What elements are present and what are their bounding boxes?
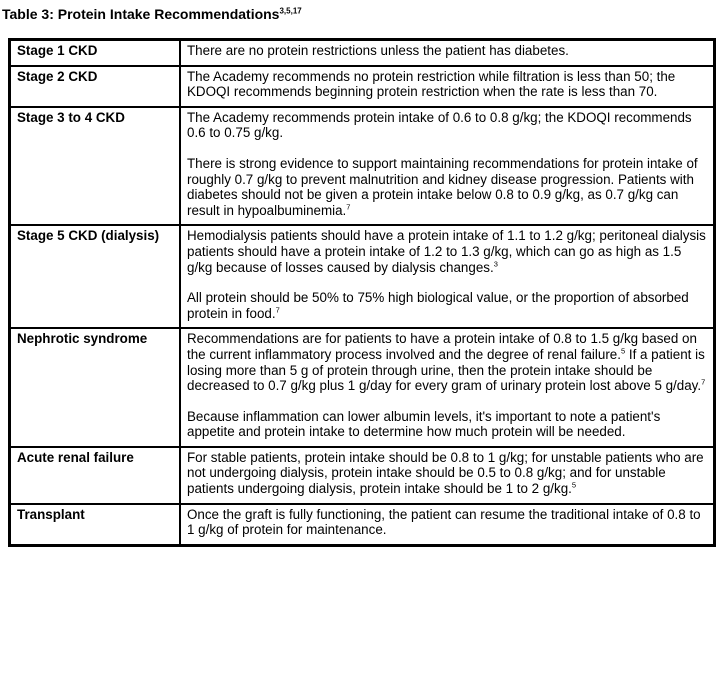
reference-number: 7 bbox=[275, 305, 280, 315]
recommendation-paragraph bbox=[187, 156, 707, 218]
table-title-text: Table 3: Protein Intake Recommendations bbox=[2, 6, 280, 22]
recommendation-text: The Academy recommends protein intake of 0.6 to 0.8 g/kg; the KDOQI recommends 0.6 to 0.75 g/kg. bbox=[187, 109, 692, 141]
recommendation-paragraph bbox=[187, 69, 707, 100]
recommendation-cell bbox=[180, 504, 714, 545]
recommendation-text: The Academy recommends no protein restriction while filtration is less than 50; the KDOQI recommends beginning protein restriction when the rate is less than 70. bbox=[187, 68, 676, 100]
protein-recommendations-table bbox=[8, 38, 716, 547]
recommendation-cell bbox=[180, 225, 714, 328]
table-title-refs: 3,5,17 bbox=[279, 6, 302, 16]
recommendation-text: There are no protein restrictions unless the patient has diabetes. bbox=[187, 43, 569, 58]
reference-number: 7 bbox=[701, 377, 706, 387]
stage-cell: Stage 2 CKD bbox=[10, 66, 180, 107]
table-title bbox=[2, 6, 302, 22]
stage-cell: Nephrotic syndrome bbox=[10, 328, 180, 447]
recommendation-cell bbox=[180, 328, 714, 447]
reference-number: 5 bbox=[571, 480, 577, 490]
recommendation-paragraph bbox=[187, 331, 707, 393]
table-row bbox=[10, 40, 714, 66]
table-row bbox=[10, 504, 714, 545]
recommendation-text: Recommendations are for patients to have a protein intake of 0.8 to 1.5 g/kg based on the current inflammatory process involved and the degree of renal failure. bbox=[187, 331, 697, 362]
recommendation-paragraph bbox=[187, 450, 707, 497]
stage-cell: Transplant bbox=[10, 504, 180, 545]
recommendation-text: Because inflammation can lower albumin levels, it's important to note a patient's appetite and protein intake to determine how much protein will be needed. bbox=[187, 408, 661, 440]
recommendation-paragraph bbox=[187, 290, 707, 321]
recommendation-text: Hemodialysis patients should have a protein intake of 1.1 to 1.2 g/kg; peritoneal dialysis patients should have a protein intake of 1.2 to 1.3 g/kg, which can go as high as 1.5 g/kg because of losses caused by dialysis changes. bbox=[187, 228, 706, 275]
reference-number: 5 bbox=[620, 346, 626, 356]
stage-cell: Acute renal failure bbox=[10, 447, 180, 504]
stage-cell: Stage 1 CKD bbox=[10, 40, 180, 66]
recommendation-paragraph bbox=[187, 409, 707, 440]
table-row bbox=[10, 66, 714, 107]
table-row bbox=[10, 447, 714, 504]
recommendation-cell bbox=[180, 40, 714, 66]
recommendation-paragraph bbox=[187, 43, 707, 59]
reference-number: 3 bbox=[493, 259, 498, 269]
stage-cell: Stage 5 CKD (dialysis) bbox=[10, 225, 180, 328]
recommendation-text: There is strong evidence to support maintaining recommendations for protein intake of roughly 0.7 g/kg to prevent malnutrition and kidney disease progression. Patients with diabetes should not be given a protein intake below 0.8 to 0.9 g/kg, as 0.7 g/kg can result in hypoalbuminemia. bbox=[187, 155, 698, 218]
reference-number: 7 bbox=[346, 202, 351, 212]
recommendation-cell bbox=[180, 107, 714, 226]
stage-cell: Stage 3 to 4 CKD bbox=[10, 107, 180, 226]
recommendation-cell bbox=[180, 447, 714, 504]
table-row bbox=[10, 328, 714, 447]
recommendation-text: Once the graft is fully functioning, the patient can resume the traditional intake of 0.8 to 1 g/kg of protein for maintenance. bbox=[187, 506, 701, 538]
recommendation-paragraph bbox=[187, 228, 707, 275]
recommendation-text: For stable patients, protein intake should be 0.8 to 1 g/kg; for unstable patients who are not undergoing dialysis, protein intake should be 0.5 to 0.8 g/kg; and for unstable patients undergoing dialysis, protein intake should be 1 to 2 g/kg. bbox=[187, 449, 704, 497]
table-row bbox=[10, 107, 714, 226]
recommendation-paragraph bbox=[187, 507, 707, 538]
recommendation-cell bbox=[180, 66, 714, 107]
table-row bbox=[10, 225, 714, 328]
recommendation-paragraph bbox=[187, 110, 707, 141]
recommendation-text: All protein should be 50% to 75% high biological value, or the proportion of absorbed protein in food. bbox=[187, 290, 689, 321]
recommendation-text: If a patient is losing more than 5 g of protein through urine, then the protein intake should be decreased to 0.7 g/kg plus 1 g/day for every gram of urinary protein lost above 5 g/day. bbox=[187, 346, 705, 394]
